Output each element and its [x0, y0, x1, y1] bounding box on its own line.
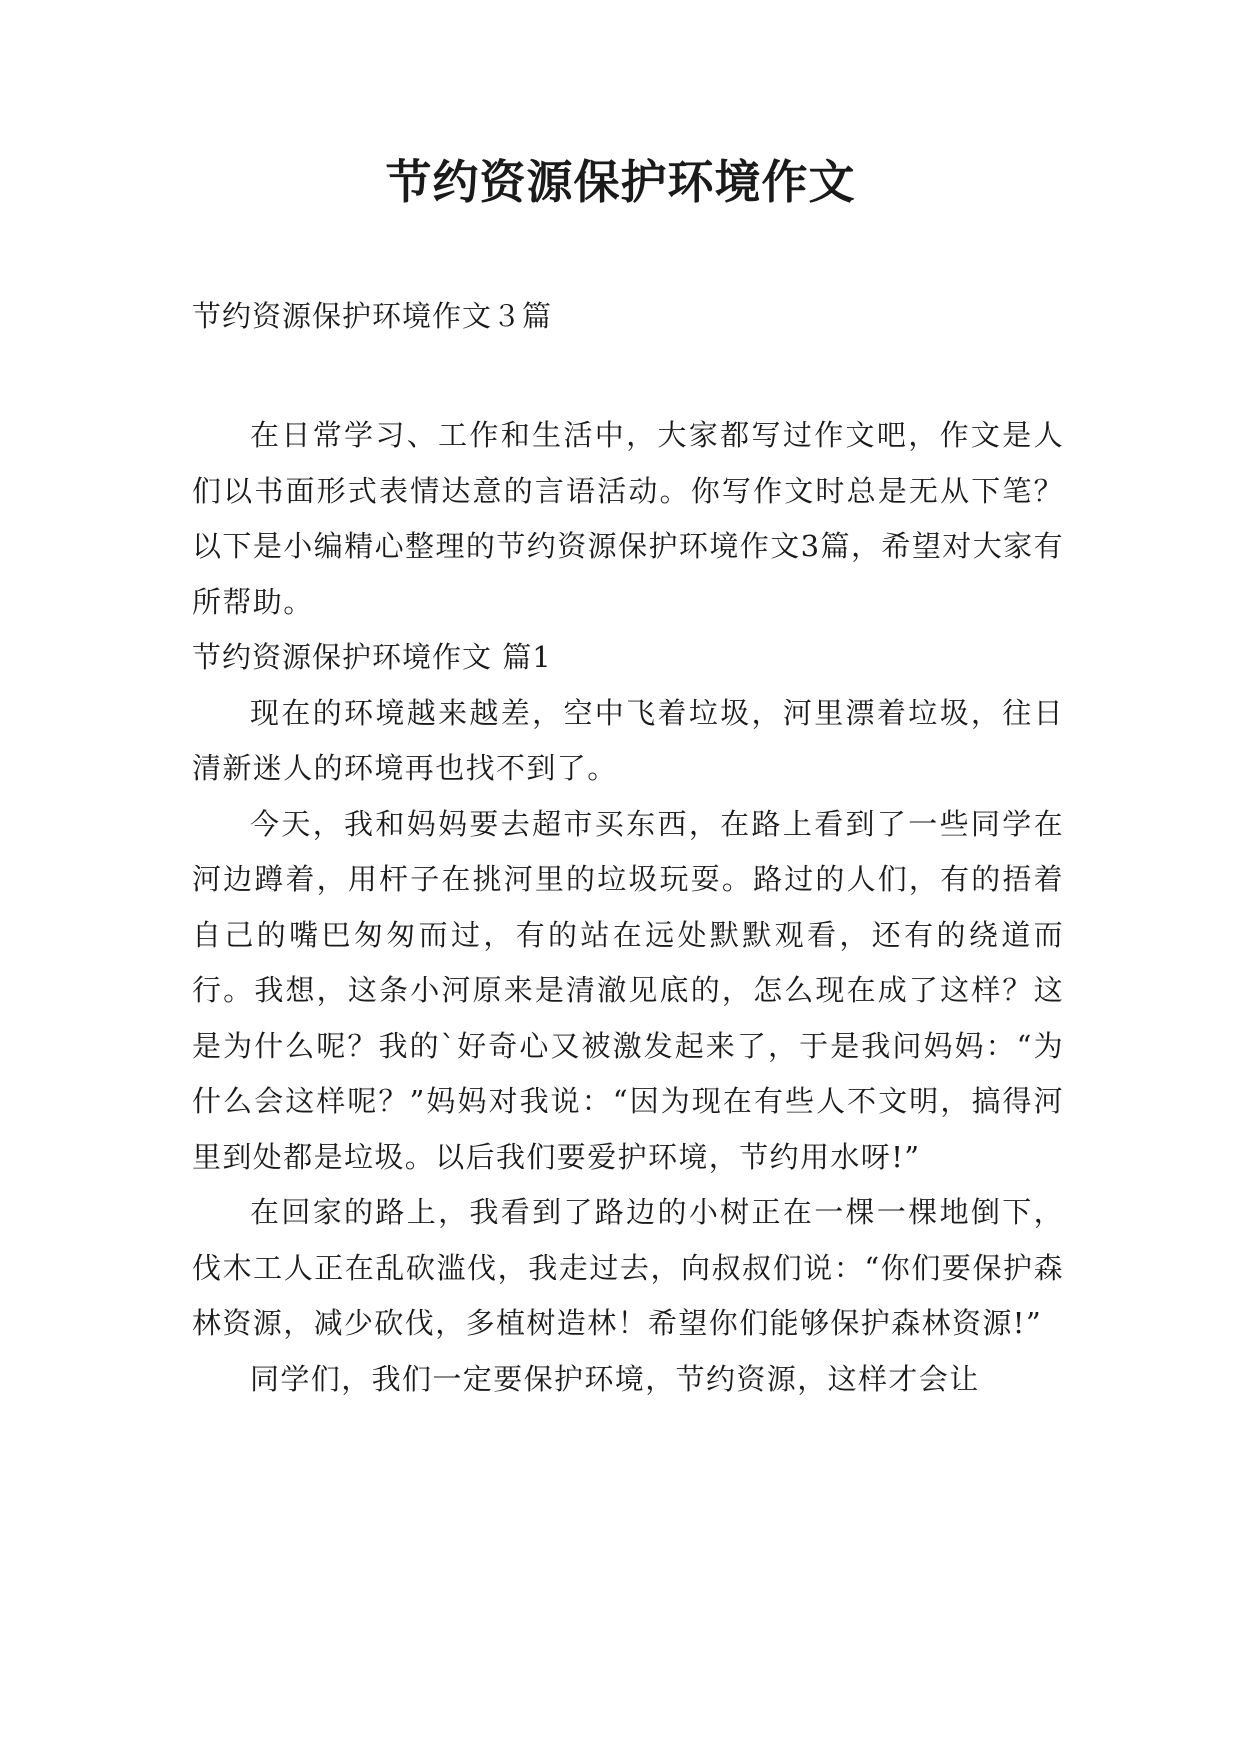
body-paragraph: 现在的环境越来越差，空中飞着垃圾，河里漂着垃圾，往日清新迷人的环境再也找不到了。 [192, 695, 1064, 785]
body-paragraph: 在回家的路上，我看到了路边的小树正在一棵一棵地倒下，伐木工人正在乱砍滥伐，我走过去，向叔叔们说：“你们要保护森林资源，减少砍伐，多植树造林！希望你们能够保护森林资源!” [192, 1195, 1064, 1340]
page-title: 节约资源保护环境作文 [385, 155, 856, 209]
body-paragraph: 今天，我和妈妈要去超市买东西，在路上看到了一些同学在河边蹲着，用杆子在挑河里的垃圾玩耍。路过的人们，有的捂着自己的嘴巴匆匆而过，有的站在远处默默观看，还有的绕道而行。我想，这条小河原来是清澈见底的，怎么现在成了这样？这是为什么呢？我的`好奇心又被激发起来了，于是我问妈妈：“为什么会这样呢？”妈妈对我说：“因为现在有些人不文明，搞得河里到处都是垃圾。以后我们要爱护环境，节约用水呀!” [192, 806, 1064, 1174]
document-body [192, 408, 1064, 1407]
intro-paragraph: 在日常学习、工作和生活中，大家都写过作文吧，作文是人们以书面形式表情达意的言语活动。你写作文时总是无从下笔？以下是小编精心整理的节约资源保护环境作文3篇，希望对大家有所帮助。 [192, 418, 1064, 619]
document-subtitle: 节约资源保护环境作文３篇 [192, 299, 553, 333]
body-paragraph: 同学们，我们一定要保护环境，节约资源，这样才会让 [250, 1361, 980, 1396]
section-heading: 节约资源保护环境作文 篇1 [192, 640, 552, 674]
